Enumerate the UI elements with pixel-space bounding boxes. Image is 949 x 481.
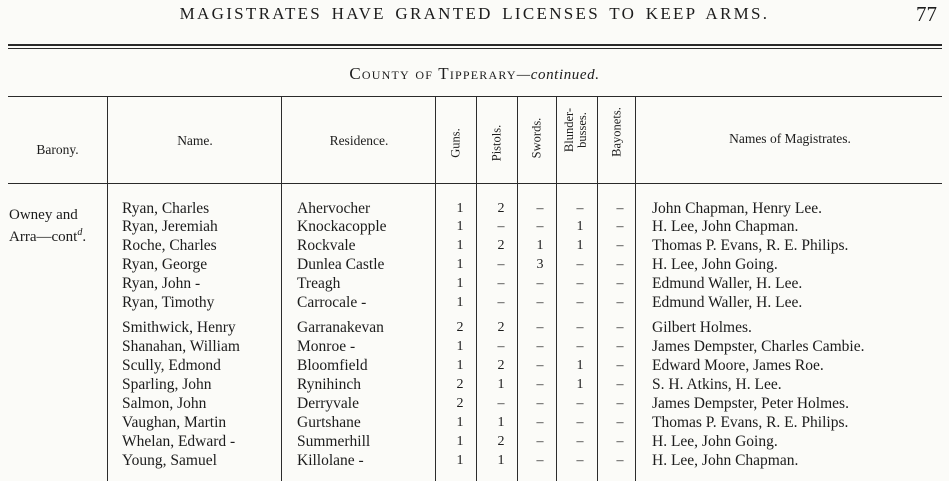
row-guns: 1 (456, 358, 464, 373)
row-residence: Carrocale - (297, 294, 367, 311)
table-row (0, 375, 949, 394)
row-name: Vaughan, Martin (122, 414, 227, 431)
row-guns: 1 (456, 257, 464, 272)
row-pistols: – (497, 339, 505, 354)
row-name: Whelan, Edward - (122, 433, 236, 450)
page-number: 77 (916, 2, 937, 26)
row-blunderbusses: – (576, 257, 584, 272)
row-bayonets: – (616, 276, 624, 291)
county-name: County of Tipperary (349, 64, 517, 83)
row-pistols: – (497, 257, 505, 272)
header-swords: Swords. (529, 117, 544, 159)
row-pistols: – (497, 396, 505, 411)
row-magistrates: H. Lee, John Going. (652, 256, 778, 273)
row-residence: Bloomfield (297, 357, 368, 374)
barony-superscript: d (77, 227, 83, 238)
row-name: Roche, Charles (122, 237, 217, 254)
row-swords: – (536, 396, 544, 411)
row-guns: 1 (456, 219, 464, 234)
table-row (0, 451, 949, 470)
row-guns: 1 (456, 276, 464, 291)
table-row (0, 293, 949, 312)
row-residence: Knockacopple (297, 218, 387, 235)
row-swords: – (536, 276, 544, 291)
header-rule-thin (8, 48, 942, 49)
row-swords: – (536, 219, 544, 234)
row-guns: 2 (456, 320, 464, 335)
row-magistrates: Gilbert Holmes. (652, 319, 752, 336)
row-swords: – (536, 295, 544, 310)
row-name: Ryan, Jeremiah (122, 218, 218, 235)
row-swords: 3 (536, 257, 544, 272)
row-residence: Killolane - (297, 452, 364, 469)
row-name: Shanahan, William (122, 338, 240, 355)
row-swords: – (536, 415, 544, 430)
row-name: Young, Samuel (122, 452, 217, 469)
row-blunderbusses: – (576, 295, 584, 310)
table-row (0, 413, 949, 432)
header-guns: Guns. (448, 128, 463, 158)
row-swords: – (536, 377, 544, 392)
row-magistrates: Edmund Waller, H. Lee. (652, 275, 803, 292)
row-blunderbusses: – (576, 415, 584, 430)
row-blunderbusses: 1 (576, 377, 584, 392)
row-residence: Monroe - (297, 338, 356, 355)
row-bayonets: – (616, 219, 624, 234)
row-name: Ryan, Charles (122, 200, 210, 217)
header-rule-thick (8, 44, 942, 46)
row-bayonets: – (616, 257, 624, 272)
row-pistols: 1 (497, 453, 505, 468)
table-row (0, 255, 949, 274)
table-row (0, 236, 949, 255)
table-row (0, 217, 949, 236)
row-blunderbusses: – (576, 453, 584, 468)
header-barony: Barony. (36, 142, 79, 157)
header-magistrates: Names of Magistrates. (729, 131, 851, 146)
row-blunderbusses: – (576, 396, 584, 411)
header-name: Name. (177, 133, 213, 148)
row-blunderbusses: – (576, 276, 584, 291)
row-magistrates: S. H. Atkins, H. Lee. (652, 376, 782, 393)
row-magistrates: Thomas P. Evans, R. E. Philips. (652, 237, 849, 254)
row-blunderbusses: – (576, 201, 584, 216)
row-magistrates: James Dempster, Charles Cambie. (652, 338, 865, 355)
row-pistols: 2 (497, 320, 505, 335)
row-residence: Garranakevan (297, 319, 384, 336)
header-blunderbusses-line2: busses. (575, 112, 589, 148)
table-top-rule (8, 96, 942, 97)
row-name: Ryan, Timothy (122, 294, 215, 311)
table-header-rule (8, 183, 942, 184)
row-blunderbusses: – (576, 339, 584, 354)
row-guns: 2 (456, 396, 464, 411)
row-guns: 1 (456, 434, 464, 449)
row-bayonets: – (616, 320, 624, 335)
row-residence: Derryvale (297, 395, 359, 412)
row-pistols: 1 (497, 377, 505, 392)
row-guns: 1 (456, 415, 464, 430)
row-bayonets: – (616, 415, 624, 430)
row-swords: – (536, 434, 544, 449)
row-residence: Dunlea Castle (297, 256, 385, 273)
row-pistols: 2 (497, 358, 505, 373)
row-pistols: – (497, 276, 505, 291)
row-pistols: – (497, 295, 505, 310)
row-swords: – (536, 320, 544, 335)
row-blunderbusses: – (576, 320, 584, 335)
barony-line-1: Owney and (9, 207, 78, 223)
header-residence: Residence. (329, 133, 389, 148)
row-magistrates: James Dempster, Peter Holmes. (652, 395, 849, 412)
row-residence: Summerhill (297, 433, 371, 450)
barony-period: . (82, 229, 87, 245)
row-name: Smithwick, Henry (122, 319, 236, 336)
row-guns: 2 (456, 377, 464, 392)
row-magistrates: H. Lee, John Chapman. (652, 452, 799, 469)
table-row (0, 318, 949, 337)
row-blunderbusses: 1 (576, 238, 584, 253)
header-blunderbusses (563, 108, 589, 152)
row-magistrates: John Chapman, Henry Lee. (652, 200, 823, 217)
row-guns: 1 (456, 238, 464, 253)
row-swords: 1 (536, 238, 544, 253)
row-guns: 1 (456, 201, 464, 216)
barony-continued: Arra—cont (9, 229, 78, 245)
row-bayonets: – (616, 453, 624, 468)
row-swords: – (536, 358, 544, 373)
row-pistols: – (497, 219, 505, 234)
row-pistols: 2 (497, 201, 505, 216)
header-pistols: Pistols. (489, 124, 504, 162)
table-row (0, 274, 949, 293)
row-swords: – (536, 339, 544, 354)
row-blunderbusses: 1 (576, 358, 584, 373)
continued-label: —continued. (516, 67, 600, 83)
row-name: Salmon, John (122, 395, 207, 412)
row-pistols: 2 (497, 238, 505, 253)
row-blunderbusses: 1 (576, 219, 584, 234)
row-name: Scully, Edmond (122, 357, 221, 374)
row-bayonets: – (616, 295, 624, 310)
row-bayonets: – (616, 358, 624, 373)
row-residence: Rynihinch (297, 376, 361, 393)
row-residence: Rockvale (297, 237, 356, 254)
running-header-title: MAGISTRATES HAVE GRANTED LICENSES TO KEEP ARMS. (179, 4, 770, 23)
row-pistols: 1 (497, 415, 505, 430)
row-name: Ryan, George (122, 256, 208, 273)
row-guns: 1 (456, 339, 464, 354)
header-bayonets: Bayonets. (609, 107, 624, 157)
row-magistrates: Edmund Waller, H. Lee. (652, 294, 803, 311)
row-magistrates: H. Lee, John Chapman. (652, 218, 799, 235)
row-bayonets: – (616, 377, 624, 392)
row-magistrates: H. Lee, John Going. (652, 433, 778, 450)
table-row (0, 337, 949, 356)
row-guns: 1 (456, 453, 464, 468)
row-blunderbusses: – (576, 434, 584, 449)
row-magistrates: Thomas P. Evans, R. E. Philips. (652, 414, 849, 431)
row-residence: Ahervocher (297, 200, 371, 217)
row-bayonets: – (616, 238, 624, 253)
table-row (0, 356, 949, 375)
table-row (0, 199, 949, 218)
row-name: Sparling, John (122, 376, 212, 393)
row-pistols: 2 (497, 434, 505, 449)
header-blunderbusses-line1: Blunder- (562, 107, 576, 153)
row-residence: Gurtshane (297, 414, 361, 431)
table-subtitle (0, 64, 949, 84)
table-row (0, 394, 949, 413)
row-residence: Treagh (297, 275, 341, 292)
row-name: Ryan, John - (122, 275, 201, 292)
row-magistrates: Edward Moore, James Roe. (652, 357, 824, 374)
table-row (0, 432, 949, 451)
row-swords: – (536, 201, 544, 216)
row-swords: – (536, 453, 544, 468)
row-bayonets: – (616, 396, 624, 411)
row-bayonets: – (616, 434, 624, 449)
row-guns: 1 (456, 295, 464, 310)
row-bayonets: – (616, 201, 624, 216)
row-bayonets: – (616, 339, 624, 354)
